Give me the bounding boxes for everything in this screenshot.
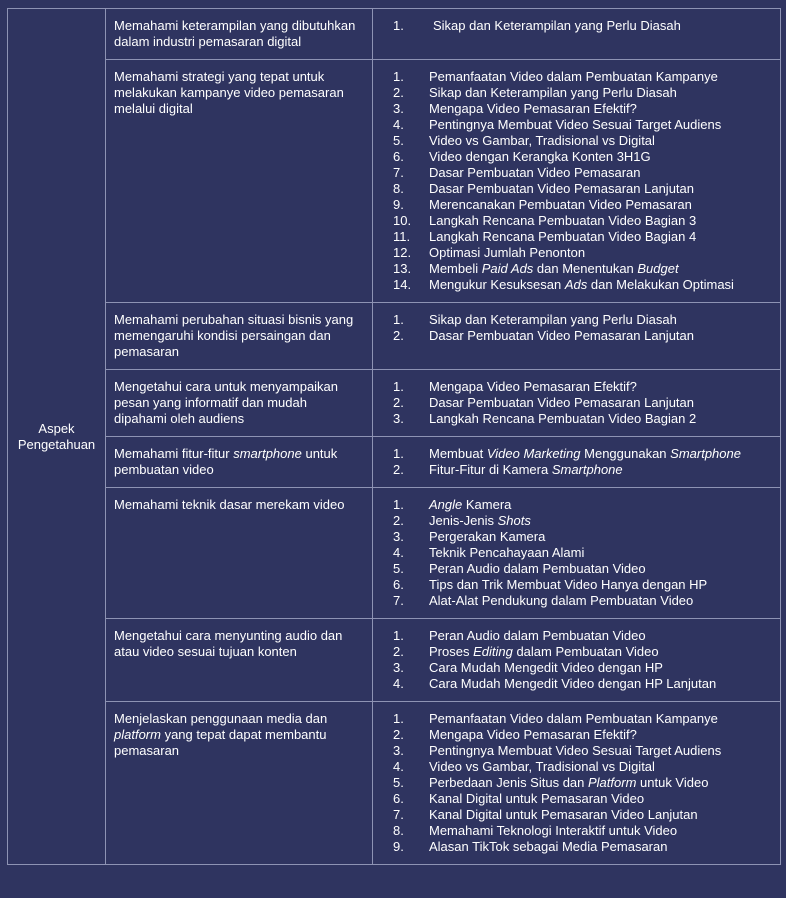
topic-item bbox=[389, 775, 776, 791]
topic-label-part: Video dengan Kerangka Konten 3H1G bbox=[429, 149, 651, 164]
topic-label-part: Video vs Gambar, Tradisional vs Digital bbox=[429, 759, 655, 774]
objective-text: Memahami teknik dasar merekam video bbox=[114, 497, 345, 512]
topic-label bbox=[429, 101, 637, 117]
topic-label bbox=[429, 775, 708, 791]
curriculum-table bbox=[7, 8, 781, 865]
topic-item bbox=[389, 18, 776, 34]
topic-label-part: Optimasi Jumlah Penonton bbox=[429, 245, 586, 260]
topic-item bbox=[389, 379, 776, 395]
topic-label bbox=[429, 117, 721, 133]
topic-number: 6. bbox=[393, 791, 404, 806]
topic-label-part: Langkah Rencana Pembuatan Video Bagian 4 bbox=[429, 229, 697, 244]
topics-cell bbox=[373, 437, 781, 488]
topics-cell bbox=[373, 9, 781, 60]
topic-item bbox=[389, 149, 776, 165]
topic-label bbox=[429, 462, 623, 478]
topic-label-part: Langkah Rencana Pembuatan Video Bagian 2 bbox=[429, 411, 697, 426]
topic-label bbox=[429, 149, 651, 165]
topic-number: 8. bbox=[393, 181, 404, 196]
objective-text: Memahami keterampilan yang dibutuhkan dalam industri pemasaran digital bbox=[114, 18, 356, 49]
objective-text-part: platform bbox=[114, 727, 161, 742]
topic-item bbox=[389, 561, 776, 577]
topic-number: 3. bbox=[393, 529, 404, 544]
topic-label-part: Mengukur Kesuksesan bbox=[429, 277, 565, 292]
topic-number: 1. bbox=[393, 312, 404, 327]
topic-number: 6. bbox=[393, 577, 404, 592]
topic-label-part: Sikap dan Keterampilan yang Perlu Diasah bbox=[429, 85, 677, 100]
topic-number: 3. bbox=[393, 660, 404, 675]
topic-label-part: Ads bbox=[564, 277, 588, 292]
topic-number: 3. bbox=[393, 411, 404, 426]
objective-cell bbox=[106, 370, 373, 437]
topic-number: 5. bbox=[393, 133, 404, 148]
table-row bbox=[8, 619, 781, 702]
table-row bbox=[8, 303, 781, 370]
topic-label-part: Angle bbox=[429, 497, 463, 512]
topic-item bbox=[389, 312, 776, 328]
topics-cell bbox=[373, 303, 781, 370]
topic-item bbox=[389, 328, 776, 344]
topic-item bbox=[389, 711, 776, 727]
topic-label bbox=[429, 839, 667, 855]
topic-label-part: Mengapa Video Pemasaran Efektif? bbox=[429, 101, 637, 116]
topic-label-part: Pergerakan Kamera bbox=[429, 529, 546, 544]
topic-number: 13. bbox=[393, 261, 412, 276]
topic-number: 5. bbox=[393, 775, 404, 790]
table-row bbox=[8, 370, 781, 437]
topic-label-part: untuk Video bbox=[636, 775, 709, 790]
topic-label-part: Video Marketing bbox=[486, 446, 581, 461]
topic-label-part: Memahami Teknologi Interaktif untuk Video bbox=[429, 823, 678, 838]
topic-number: 2. bbox=[393, 727, 404, 742]
topic-number: 7. bbox=[393, 593, 404, 608]
objective-cell bbox=[106, 60, 373, 303]
topic-item bbox=[389, 165, 776, 181]
topic-label-part: Cara Mudah Mengedit Video dengan HP bbox=[429, 660, 663, 675]
topic-label-part: Kamera bbox=[462, 497, 512, 512]
topic-item bbox=[389, 181, 776, 197]
topic-item bbox=[389, 395, 776, 411]
topics-cell bbox=[373, 488, 781, 619]
topic-label bbox=[429, 229, 696, 245]
topic-label-part: Peran Audio dalam Pembuatan Video bbox=[429, 561, 646, 576]
topic-label-part: Pemanfaatan Video dalam Pembuatan Kampanye bbox=[429, 711, 718, 726]
topic-label bbox=[429, 628, 646, 644]
topic-number: 1. bbox=[393, 69, 404, 84]
topic-item bbox=[389, 411, 776, 427]
topic-item bbox=[389, 277, 776, 293]
topic-number: 14. bbox=[393, 277, 412, 292]
topic-label bbox=[429, 197, 692, 213]
topic-label-part: Sikap dan Keterampilan yang Perlu Diasah bbox=[433, 18, 681, 33]
topic-label-part: Fitur-Fitur di Kamera bbox=[429, 462, 552, 477]
topic-label bbox=[429, 181, 694, 197]
topic-label bbox=[429, 312, 677, 328]
topic-label bbox=[429, 213, 696, 229]
topic-label bbox=[429, 411, 696, 427]
topic-number: 2. bbox=[393, 644, 404, 659]
topic-label-part: Alat-Alat Pendukung dalam Pembuatan Video bbox=[429, 593, 694, 608]
topic-number: 4. bbox=[393, 117, 404, 132]
topic-number: 7. bbox=[393, 165, 404, 180]
topic-label-part: Smartphone bbox=[670, 446, 741, 461]
topic-label bbox=[429, 277, 734, 293]
topic-number: 1. bbox=[393, 18, 404, 33]
topics-cell bbox=[373, 702, 781, 865]
topics-cell bbox=[373, 370, 781, 437]
topic-number: 1. bbox=[393, 379, 404, 394]
objective-text-part: smartphone bbox=[233, 446, 302, 461]
topic-item bbox=[389, 676, 776, 692]
aspect-label: Aspek Pengetahuan bbox=[17, 420, 96, 452]
topic-label-part: Dasar Pembuatan Video Pemasaran Lanjutan bbox=[429, 328, 694, 343]
topic-label-part: Teknik Pencahayaan Alami bbox=[429, 545, 585, 560]
table-row bbox=[8, 9, 781, 60]
topic-label bbox=[429, 328, 694, 344]
topic-number: 3. bbox=[393, 101, 404, 116]
topic-number: 2. bbox=[393, 462, 404, 477]
topic-label bbox=[429, 593, 693, 609]
aspect-cell bbox=[8, 9, 106, 865]
topic-label-part: Paid Ads bbox=[481, 261, 534, 276]
objective-text: Memahami strategi yang tepat untuk melakukan kampanye video pemasaran melalui digital bbox=[114, 69, 344, 116]
topic-label-part: Editing bbox=[473, 644, 513, 659]
topic-number: 9. bbox=[393, 197, 404, 212]
topic-label-part: dalam Pembuatan Video bbox=[512, 644, 659, 659]
topic-label bbox=[429, 676, 716, 692]
topic-item bbox=[389, 229, 776, 245]
topic-item bbox=[389, 577, 776, 593]
topic-item bbox=[389, 197, 776, 213]
topic-number: 1. bbox=[393, 711, 404, 726]
topic-item bbox=[389, 101, 776, 117]
topic-label-part: Sikap dan Keterampilan yang Perlu Diasah bbox=[429, 312, 677, 327]
topic-number: 11. bbox=[393, 229, 411, 244]
topic-item bbox=[389, 727, 776, 743]
topic-number: 7. bbox=[393, 807, 404, 822]
topic-label-part: Platform bbox=[588, 775, 637, 790]
topic-label-part: Proses bbox=[429, 644, 474, 659]
topic-item bbox=[389, 791, 776, 807]
topic-item bbox=[389, 759, 776, 775]
topic-label bbox=[429, 245, 585, 261]
topic-label bbox=[429, 711, 718, 727]
topic-label-part: dan Menentukan bbox=[533, 261, 638, 276]
topic-item bbox=[389, 261, 776, 277]
topic-label bbox=[429, 823, 677, 839]
topic-label-part: Pentingnya Membuat Video Sesuai Target Audiens bbox=[429, 117, 722, 132]
topic-item bbox=[389, 213, 776, 229]
topic-label-part: dan Melakukan Optimasi bbox=[587, 277, 734, 292]
topic-label-part: Video vs Gambar, Tradisional vs Digital bbox=[429, 133, 655, 148]
topic-label-part: Budget bbox=[637, 261, 679, 276]
topic-item bbox=[389, 839, 776, 855]
topic-number: 2. bbox=[393, 328, 404, 343]
topic-label-part: Mengapa Video Pemasaran Efektif? bbox=[429, 379, 637, 394]
topic-item bbox=[389, 85, 776, 101]
table-row bbox=[8, 488, 781, 619]
topic-number: 3. bbox=[393, 743, 404, 758]
objective-cell bbox=[106, 9, 373, 60]
topic-label-part: Pentingnya Membuat Video Sesuai Target Audiens bbox=[429, 743, 722, 758]
topic-number: 2. bbox=[393, 85, 404, 100]
topic-label-part: Membuat bbox=[429, 446, 487, 461]
topic-number: 1. bbox=[393, 446, 404, 461]
topic-item bbox=[389, 644, 776, 660]
table-row bbox=[8, 702, 781, 865]
topic-label-part: Pemanfaatan Video dalam Pembuatan Kampanye bbox=[429, 69, 718, 84]
topic-item bbox=[389, 513, 776, 529]
topic-label-part: Jenis-Jenis bbox=[429, 513, 498, 528]
topic-number: 5. bbox=[393, 561, 404, 576]
topic-item bbox=[389, 660, 776, 676]
topic-number: 2. bbox=[393, 513, 404, 528]
objective-cell bbox=[106, 488, 373, 619]
topic-label bbox=[429, 759, 655, 775]
topic-label-part: Cara Mudah Mengedit Video dengan HP Lanjutan bbox=[429, 676, 717, 691]
topic-label-part: Kanal Digital untuk Pemasaran Video Lanjutan bbox=[429, 807, 698, 822]
topic-label-part: Shots bbox=[497, 513, 531, 528]
topic-label-part: Dasar Pembuatan Video Pemasaran bbox=[429, 165, 641, 180]
objective-cell bbox=[106, 702, 373, 865]
topic-number: 8. bbox=[393, 823, 404, 838]
topic-item bbox=[389, 628, 776, 644]
topic-label-part: Dasar Pembuatan Video Pemasaran Lanjutan bbox=[429, 181, 694, 196]
topic-label bbox=[429, 577, 707, 593]
topic-item bbox=[389, 133, 776, 149]
topic-item bbox=[389, 807, 776, 823]
objective-text-part: yang tepat dapat membantu pemasaran bbox=[114, 727, 327, 758]
topic-number: 10. bbox=[393, 213, 412, 228]
topic-item bbox=[389, 497, 776, 513]
topic-number: 9. bbox=[393, 839, 404, 854]
topic-label bbox=[429, 446, 741, 462]
topic-number: 4. bbox=[393, 676, 404, 691]
topic-label bbox=[429, 165, 641, 181]
topic-label-part: Perbedaan Jenis Situs dan bbox=[429, 775, 588, 790]
objective-text-part: Menjelaskan penggunaan media dan bbox=[114, 711, 328, 726]
topic-label-part: Smartphone bbox=[551, 462, 623, 477]
topic-label-part: Menggunakan bbox=[580, 446, 671, 461]
topic-label bbox=[429, 85, 677, 101]
topic-label-part: Tips dan Trik Membuat Video Hanya dengan HP bbox=[429, 577, 708, 592]
topic-label bbox=[433, 18, 681, 34]
topic-item bbox=[389, 446, 776, 462]
topic-number: 4. bbox=[393, 759, 404, 774]
topic-label-part: Dasar Pembuatan Video Pemasaran Lanjutan bbox=[429, 395, 694, 410]
topic-number: 2. bbox=[393, 395, 404, 410]
topic-label bbox=[429, 545, 584, 561]
topic-number: 6. bbox=[393, 149, 404, 164]
topic-label-part: Membeli bbox=[429, 261, 482, 276]
topic-label bbox=[429, 644, 659, 660]
topic-label bbox=[429, 379, 637, 395]
topic-label bbox=[429, 513, 531, 529]
table-row bbox=[8, 60, 781, 303]
topic-number: 1. bbox=[393, 497, 404, 512]
objective-text: Mengetahui cara untuk menyampaikan pesan yang informatif dan mudah dipahami oleh audiens bbox=[114, 379, 339, 426]
topic-label bbox=[429, 743, 721, 759]
topic-item bbox=[389, 462, 776, 478]
topic-label bbox=[429, 561, 646, 577]
topic-number: 12. bbox=[393, 245, 412, 260]
topic-label-part: Langkah Rencana Pembuatan Video Bagian 3 bbox=[429, 213, 697, 228]
objective-cell bbox=[106, 437, 373, 488]
objective-cell bbox=[106, 619, 373, 702]
topic-label-part: Alasan TikTok sebagai Media Pemasaran bbox=[429, 839, 668, 854]
topic-label bbox=[429, 69, 718, 85]
topic-label bbox=[429, 807, 698, 823]
topic-label bbox=[429, 660, 663, 676]
topic-item bbox=[389, 245, 776, 261]
table-row bbox=[8, 437, 781, 488]
topic-number: 1. bbox=[393, 628, 404, 643]
topic-label bbox=[429, 497, 511, 513]
topic-item bbox=[389, 593, 776, 609]
topic-item bbox=[389, 69, 776, 85]
topic-label bbox=[429, 261, 679, 277]
topic-label bbox=[429, 395, 694, 411]
topic-item bbox=[389, 823, 776, 839]
topic-item bbox=[389, 545, 776, 561]
objective-text-part: untuk pembuatan video bbox=[114, 446, 338, 477]
objective-text: Mengetahui cara menyunting audio dan atau video sesuai tujuan konten bbox=[114, 628, 343, 659]
topic-label-part: Kanal Digital untuk Pemasaran Video bbox=[429, 791, 645, 806]
objective-text: Memahami perubahan situasi bisnis yang memengaruhi kondisi persaingan dan pemasaran bbox=[114, 312, 354, 359]
topics-cell bbox=[373, 60, 781, 303]
topic-item bbox=[389, 529, 776, 545]
topic-item bbox=[389, 743, 776, 759]
topic-number: 4. bbox=[393, 545, 404, 560]
topic-label-part: Mengapa Video Pemasaran Efektif? bbox=[429, 727, 637, 742]
topic-label bbox=[429, 791, 644, 807]
objective-text-part: Memahami fitur-fitur bbox=[114, 446, 234, 461]
topics-cell bbox=[373, 619, 781, 702]
topic-label bbox=[429, 133, 655, 149]
topic-item bbox=[389, 117, 776, 133]
topic-label bbox=[429, 727, 637, 743]
topic-label bbox=[429, 529, 545, 545]
objective-cell bbox=[106, 303, 373, 370]
curriculum-table-body bbox=[8, 9, 781, 865]
topic-label-part: Peran Audio dalam Pembuatan Video bbox=[429, 628, 646, 643]
topic-label-part: Merencanakan Pembuatan Video Pemasaran bbox=[429, 197, 692, 212]
